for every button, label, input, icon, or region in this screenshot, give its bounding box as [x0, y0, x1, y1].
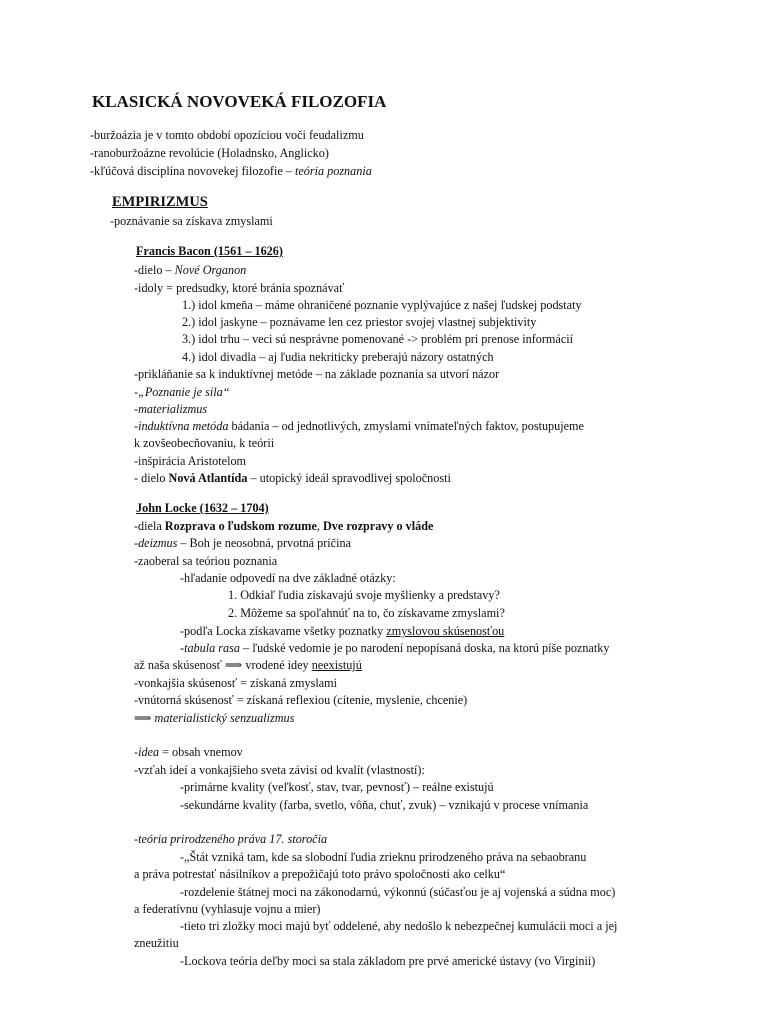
locke-idea: -idea = obsah vnemov: [134, 745, 243, 759]
bacon-dielo: -dielo – Nové Organon: [134, 263, 247, 277]
locke-zaoberal: -zaoberal sa teóriou poznania: [134, 554, 278, 568]
locke-rozdelenie-1: -rozdelenie štátnej moci na zákonodarnú, výkonnú (súčasťou je aj vojenská a súdna moc): [180, 885, 616, 899]
bacon-inspiracia: -inšpirácia Aristotelom: [134, 454, 247, 468]
locke-stat-quote-1: -„Štát vzniká tam, kde sa slobodní ľudia zrieknu prirodzeného práva na sebaobranu: [180, 850, 587, 864]
locke-vonkajsia: -vonkajšia skúsenosť = získaná zmyslami: [134, 676, 337, 690]
locke-delba-moci: -Lockova teória deľby moci sa stala základom pre prvé americké ústavy (vo Virginii): [180, 954, 596, 968]
bacon-metoda: -induktívna metóda bádania – od jednotlivých, zmyslami vnímateľných faktov, postupujeme: [134, 419, 584, 433]
subheading-bacon: Francis Bacon (1561 – 1626): [136, 244, 283, 258]
bacon-idol-4: 4.) idol divadla – aj ľudia nekriticky preberajú názory ostatných: [182, 350, 494, 364]
locke-stat-quote-2: a práva potrestať násilníkov a prepožičajú toto právo spoločnosti ako celku“: [134, 867, 506, 881]
bacon-sila: -„Poznanie je sila“: [134, 385, 230, 399]
page-title: KLASICKÁ NOVOVEKÁ FILOZOFIA: [92, 92, 387, 111]
locke-rozdelenie-2: a federatívnu (vyhlasuje vojnu a mier): [134, 902, 321, 916]
intro-emphasis: teória poznania: [294, 164, 372, 178]
empirizmus-definition: -poznávanie sa získava zmyslami: [110, 214, 273, 228]
bacon-idol-3: 3.) idol trhu – veci sú nesprávne pomenované -> problém pri prenose informácií: [182, 332, 574, 346]
section-heading-empirizmus: EMPIRIZMUS: [112, 194, 208, 210]
locke-question-1: 1. Odkiaľ ľudia získavajú svoje myšlienky a predstavy?: [228, 588, 500, 602]
intro-line-2: -ranoburžoázne revolúcie (Holadnsko, Anglicko): [90, 146, 329, 160]
bacon-idol-1: 1.) idol kmeňa – máme ohraničené poznanie vyplývajúce z našej ľudskej podstaty: [182, 298, 582, 312]
locke-tri-zlozky-2: zneužitiu: [134, 936, 179, 950]
intro-line-1: -buržoázia je v tomto období opozíciou voči feudalizmu: [90, 128, 364, 142]
locke-skusenost: až naša skúsenosť ⟹ vrodené idey neexistujú: [134, 658, 362, 672]
bacon-induktivna: -prikláňanie sa k induktívnej metóde – na základe poznania sa utvorí názor: [134, 367, 500, 381]
locke-question-2: 2. Môžeme sa spoľahnúť na to, čo získavame zmyslami?: [228, 606, 505, 620]
intro-line-3: -kľúčová disciplína novovekej filozofie – teória poznania: [90, 164, 372, 178]
bacon-materializmus: -materializmus: [134, 402, 208, 416]
locke-vnutorna: -vnútorná skúsenosť = získaná reflexiou (cítenie, myslenie, chcenie): [134, 693, 468, 707]
locke-deizmus: -deizmus – Boh je neosobná, prvotná príčina: [134, 536, 351, 550]
locke-diela: -diela Rozprava o ľudskom rozume, Dve rozpravy o vláde: [134, 519, 434, 533]
bacon-idoly: -idoly = predsudky, ktoré bránia spoznávať: [134, 281, 345, 295]
locke-tabula-rasa: -tabula rasa – ľudské vedomie je po narodení nepopísaná doska, na ktorú píše poznatky: [180, 641, 610, 655]
locke-teoria-prava: -teória prirodzeného práva 17. storočia: [134, 832, 328, 846]
bacon-idol-2: 2.) idol jaskyne – poznávame len cez priestor svojej vlastnej subjektivity: [182, 315, 537, 329]
locke-senzualizmus: ⟹ materialistický senzualizmus: [134, 711, 295, 725]
locke-primarne: -primárne kvality (veľkosť, stav, tvar, pevnosť) – reálne existujú: [180, 780, 494, 794]
locke-tri-zlozky-1: -tieto tri zložky moci majú byť oddelené, aby nedošlo k nebezpečnej kumulácii moci a jej: [180, 919, 618, 933]
locke-hladanie: -hľadanie odpovedí na dve základné otázky:: [180, 571, 396, 585]
locke-sekundarne: -sekundárne kvality (farba, svetlo, vôňa, chuť, zvuk) – vznikajú v procese vnímania: [180, 798, 589, 812]
locke-vztah: -vzťah ideí a vonkajšieho sveta závisí od kvalít (vlastností):: [134, 763, 425, 777]
bacon-metoda-cont: k zovšeobecňovaniu, k teórii: [134, 436, 275, 450]
bacon-atlantida: - dielo Nová Atlantída – utopický ideál spravodlivej spoločnosti: [134, 471, 451, 485]
subheading-locke: John Locke (1632 – 1704): [136, 501, 269, 515]
locke-podla: -podľa Locka získavame všetky poznatky zmyslovou skúsenosťou: [180, 624, 505, 638]
